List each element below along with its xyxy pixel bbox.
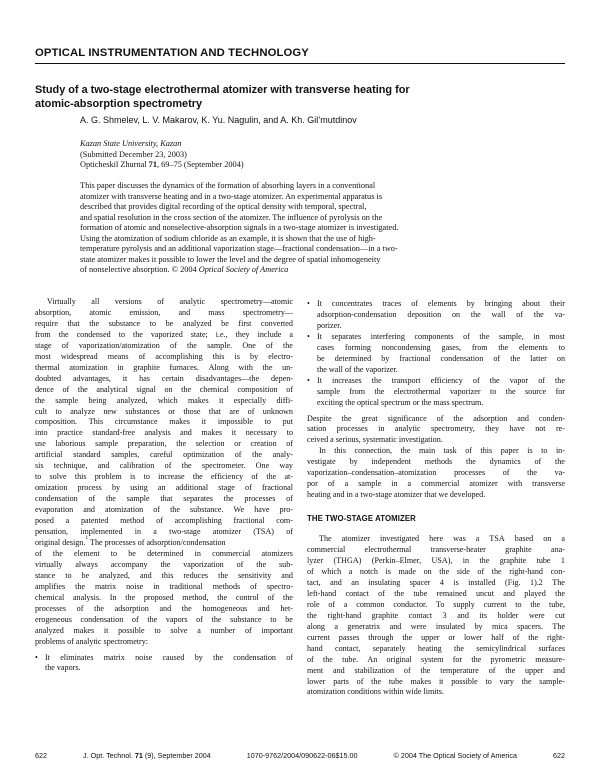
page-footer xyxy=(35,751,565,760)
body-line: stage of vaporization/atomization of the sample. One of the xyxy=(35,340,293,350)
body-line: posed a patented method of accomplishing fractional com- xyxy=(35,516,293,526)
body-line: chemical analysis. In the proposed method, the control of the xyxy=(35,592,293,602)
body-line: cases forming noncondensing gases, from the elements to xyxy=(317,342,565,352)
article-meta xyxy=(80,139,540,171)
journal-abbr: J. Opt. Technol. xyxy=(83,751,133,760)
author-list: A. G. Shmelev, L. V. Makarov, K. Yu. Nagulin, and A. Kh. Gil’mutdinov xyxy=(80,115,357,125)
bullet-item xyxy=(307,299,565,332)
body-line: lyzer (THGA) (Perkin–Elmer, USA), in the graphite tube 1 xyxy=(307,556,565,566)
body-line: atomization conditions within wide limits. xyxy=(307,687,444,697)
body-line: Despite the great significance of the adsorption and conden- xyxy=(307,413,565,423)
body-line: evaporation and atomization of the substance. We have pro- xyxy=(35,505,293,515)
body-line: analyzed makes it possible to solve a number of important xyxy=(35,625,293,635)
abstract-society: Optical Society of America xyxy=(198,265,289,275)
abstract-line: Using the atomization of sodium chloride as an example, it is shown that the use of high- xyxy=(80,233,376,243)
body-line: virtually always accompany the vaporization of the sub- xyxy=(35,559,293,569)
body-line: exciting the optical spectrum or the mass spectrum. xyxy=(317,397,484,407)
body-line: amplifies the matrix noise in traditional methods of spectro- xyxy=(35,581,293,591)
journal-citation xyxy=(83,751,211,760)
journal-volume: 71 xyxy=(134,751,143,760)
body-line: doubted advantages, it has certain disadvantages—the depen- xyxy=(35,373,293,383)
body-text: original design. xyxy=(35,537,86,547)
bullet-item xyxy=(307,376,565,409)
source-pages: , 69–75 (September 2004) xyxy=(156,160,244,170)
abstract-last: of nonselective absorption. © 2004 xyxy=(80,265,197,275)
body-line: adsorption-condensation deposition on the wall of the va- xyxy=(317,309,565,319)
journal-issue: (9), September 2004 xyxy=(142,751,211,760)
body-line: use laborious sample preparation, the selection or creation of xyxy=(35,439,293,449)
body-line: stance to be analyzed, and this reduces the sensitivity and xyxy=(35,570,293,580)
abstract xyxy=(80,181,520,276)
body-line: ceived a serious, systematic investigation. xyxy=(307,435,443,445)
body-line: lower parts of the tube makes it possible to vary the sample- xyxy=(307,676,565,686)
affiliation: Kazan State University, Kazan xyxy=(80,139,182,148)
body-line: sation processes in analytic spectrometry, they have not re- xyxy=(307,424,565,434)
bullet-marker: • xyxy=(307,299,310,308)
body-line: sample from the electrothermal vaporizer to the source for xyxy=(317,386,565,396)
body-line: left-hand contact of the tube remained uncut and played the xyxy=(307,588,565,598)
body-line: require that the substance to be analyzed be first converted xyxy=(35,318,293,328)
bullet-item xyxy=(35,653,293,675)
body-line: heating and in a two-stage atomizer that we developed. xyxy=(307,490,486,500)
body-line: dence of the analytical signal on the chemical composition of xyxy=(35,384,293,394)
abstract-line: and spatial resolution in the cross section of the atomizer. The influence of pyrolysis on the xyxy=(80,212,383,222)
body-line: along a generatrix and were insulated by mica spacers. The xyxy=(307,621,565,631)
body-line: porizer. xyxy=(317,320,342,330)
abstract-line: temperature pyrolysis and an additional vaporization stage—fractional condensation—in a two- xyxy=(80,244,398,254)
title-line: Study of a two-stage electrothermal atomizer with transverse heating for xyxy=(35,84,410,96)
footnote-ref[interactable]: 1 xyxy=(85,534,89,541)
body-line: processes of the adsorption and the homogeneous and het- xyxy=(35,603,293,613)
body-line: cult to analyze new substances or those that are of unknown xyxy=(35,406,293,416)
body-line: It increases the transport efficiency of the vapor of the xyxy=(317,375,565,385)
body-line: problems of analytic spectrometry: xyxy=(35,636,149,646)
body-line: current passes through the upper or lower half of the right- xyxy=(307,632,565,642)
body-line: role of a common conductor. To supply current to the tube, xyxy=(307,599,565,609)
body-line: erogeneous condensation of the vapors of the substance to be xyxy=(35,614,293,624)
abstract-line: state atomizer makes it possible to lower the level and the degree of spatial inhomogeneity xyxy=(80,254,381,264)
body-text: The processes of adsorption/condensation xyxy=(88,537,226,547)
article-title xyxy=(35,83,555,111)
left-column xyxy=(35,297,293,674)
abstract-line: atomizer with transverse heating and in a two-stage atomizer. An experimental apparatus is xyxy=(80,191,383,201)
abstract-line: formation of atomic and nonselective-absorption signals in a two-stage atomizer is investigated. xyxy=(80,223,399,233)
submitted-date: (Submitted December 23, 2003) xyxy=(80,149,187,159)
body-line: to solve this problem is to increase the efficiency of the at- xyxy=(35,472,293,482)
bullet-item xyxy=(307,332,565,376)
body-line: most widespread means of accomplishing this is by electro- xyxy=(35,351,293,361)
body-line: of the tube. An original system for the pyrometric measure- xyxy=(307,654,565,664)
source-journal: Opticheskiĭ Zhurnal xyxy=(80,160,149,170)
abstract-line: described that provides digital recording of the optical density with temporal, spectral, xyxy=(80,202,367,212)
body-line xyxy=(35,534,293,549)
body-line: It eliminates matrix noise caused by the condensation of xyxy=(45,652,293,662)
right-column xyxy=(307,299,565,698)
body-line: por of a sample in a commercial atomizer with transverse xyxy=(307,479,565,489)
body-line: composition. This circumstance makes it impossible to put xyxy=(35,417,293,427)
body-line: In this connection, the main task of this paper is to in- xyxy=(319,446,565,456)
body-line: of which a notch is made on the side of the right-hand con- xyxy=(307,566,565,576)
body-line: sis technique, and calibration of the spectrometer. One way xyxy=(35,461,293,471)
body-line: The atomizer investigated here was a TSA based on a xyxy=(319,534,565,544)
bullet-marker: • xyxy=(35,652,38,662)
body-line: thermal atomization in graphite furnaces. Along with the un- xyxy=(35,362,293,372)
body-line: from the condensed to the vaporized state; i.e., they include a xyxy=(35,329,293,339)
abstract-line xyxy=(80,265,520,276)
body-line: tact, and an insulating spacer 4 is installed (Fig. 1).2 The xyxy=(307,577,565,587)
page-number-left: 622 xyxy=(35,751,47,760)
body-line: commercial electrothermal transverse-heater graphite ana- xyxy=(307,545,565,555)
body-line: vaporization–condensation–atomization processes of the va- xyxy=(307,468,565,478)
body-line: the wall of the vaporizer. xyxy=(317,364,398,374)
body-line: It concentrates traces of elements by bringing about their xyxy=(317,299,565,308)
body-line: absorption, atomic emission, and mass spectrometry— xyxy=(35,307,293,317)
bullet-marker: • xyxy=(307,331,310,341)
body-line: condensation of the sample that separates the processes of xyxy=(35,494,293,504)
body-line: omization process by using an additional stage of fractional xyxy=(35,483,293,493)
body-line: hand contact, separately heating the semicylindrical surfaces xyxy=(307,643,565,653)
body-line: artificial standard samples, careful optimization of the analy- xyxy=(35,450,293,460)
body-line: into practice standard-free analysis and makes it necessary to xyxy=(35,428,293,438)
body-line: the sample being analyzed, which makes it especially diffi- xyxy=(35,395,293,405)
issn-code: 1070-9762/2004/090622-06$15.00 xyxy=(246,751,358,760)
body-line: of the element to be determined in commercial atomizers xyxy=(35,548,293,558)
body-line: be determined by fractional condensation of the latter on xyxy=(317,353,565,363)
source-volume: 71 xyxy=(148,160,157,170)
bullet-marker: • xyxy=(307,375,310,385)
title-line: atomic-absorption spectrometry xyxy=(35,98,203,110)
body-line: the vapors. xyxy=(45,663,81,673)
body-line: It separates interfering components of the sample, in most xyxy=(317,331,565,341)
copyright-notice: © 2004 The Optical Society of America xyxy=(393,751,517,760)
source-citation xyxy=(80,160,540,171)
body-line: the right-hand graphite contact 3 and its holder were cut xyxy=(307,610,565,620)
body-line: ment and stabilization of the temperature of the upper and xyxy=(307,665,565,675)
abstract-line: This paper discusses the dynamics of the formation of absorbing layers in a conventional xyxy=(80,181,376,190)
section-heading: OPTICAL INSTRUMENTATION AND TECHNOLOGY xyxy=(35,47,565,64)
section-subheading: THE TWO-STAGE ATOMIZER xyxy=(307,514,416,524)
body-line: vestigate by independent methods the dynamics of the xyxy=(307,457,565,467)
page-number-right: 622 xyxy=(553,751,565,760)
body-line: Virtually all versions of analytic spectrometry—atomic xyxy=(47,297,293,306)
body-line: pensation, implemented in a two-stage atomizer (TSA) of xyxy=(35,527,293,537)
